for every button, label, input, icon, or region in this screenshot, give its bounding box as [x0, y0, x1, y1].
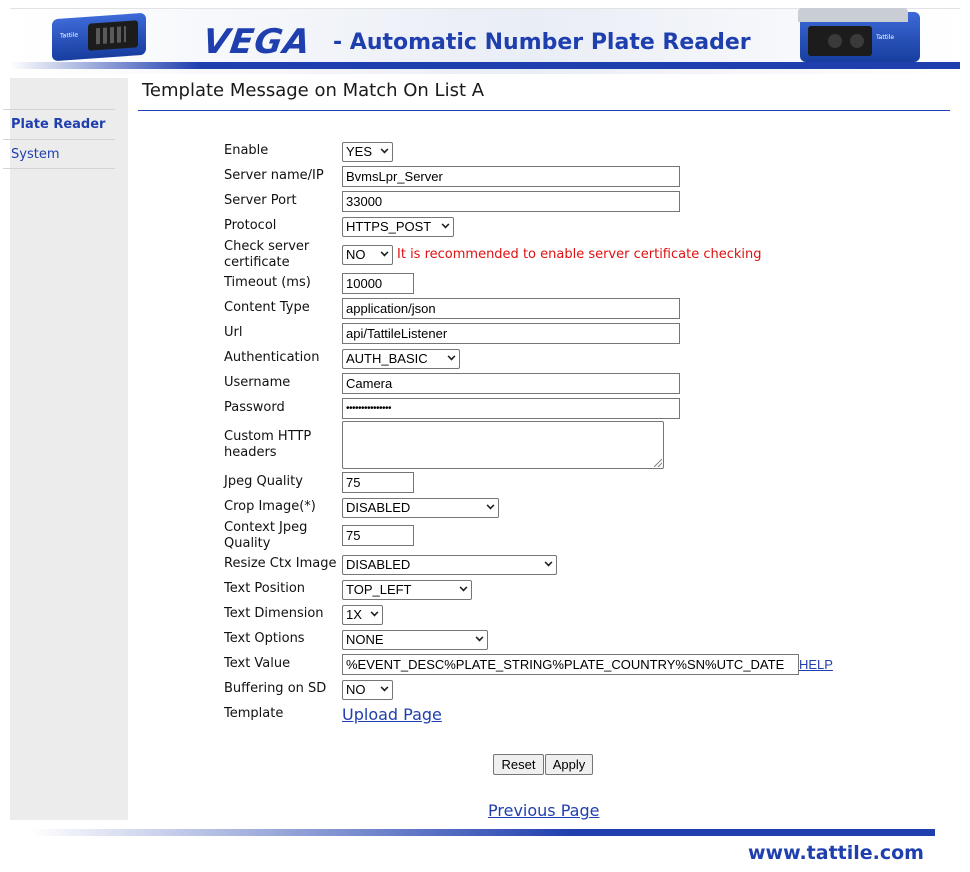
cert-warning-text: It is recommended to enable server certificate checking: [397, 247, 762, 262]
text-position-select-value: TOP_LEFT: [346, 582, 412, 597]
chevron-down-icon: [545, 559, 553, 567]
resize-ctx-select[interactable]: [342, 555, 557, 575]
buffering-select-value: NO: [346, 682, 366, 697]
text-position-label: Text Position: [224, 581, 306, 596]
enable-select-value: YES: [346, 144, 373, 159]
text-dimension-label: Text Dimension: [224, 606, 324, 621]
jpeg-quality-input[interactable]: 75: [342, 472, 414, 493]
server-name-label: Server name/IP: [224, 168, 324, 183]
camera-badge-left: Tattile: [60, 31, 79, 40]
title-divider: [138, 110, 950, 111]
sidebar-item-plate-reader[interactable]: Plate Reader: [3, 109, 115, 139]
enable-select[interactable]: [342, 142, 393, 162]
context-jpeg-input[interactable]: 75: [342, 525, 414, 546]
enable-label: Enable: [224, 143, 269, 158]
camera-image-right: [800, 12, 920, 62]
custom-headers-label-line2: headers: [224, 445, 277, 460]
sidebar: [10, 78, 128, 820]
text-options-label: Text Options: [224, 631, 305, 646]
sidebar-item-system[interactable]: System: [3, 139, 115, 169]
chevron-down-icon: [460, 584, 468, 592]
password-input[interactable]: •••••••••••••••: [342, 398, 680, 419]
footer-accent-bar: [30, 829, 935, 836]
jpeg-quality-label: Jpeg Quality: [224, 474, 303, 489]
footer-website: www.tattile.com: [748, 842, 924, 864]
timeout-input[interactable]: 10000: [342, 273, 414, 294]
vega-logo: VEGA: [200, 22, 314, 62]
help-link[interactable]: HELP: [799, 657, 833, 672]
protocol-select-value: HTTPS_POST: [346, 219, 432, 234]
chevron-down-icon: [381, 146, 389, 154]
url-input[interactable]: api/TattileListener: [342, 323, 680, 344]
text-position-select[interactable]: [342, 580, 472, 600]
check-cert-select[interactable]: [342, 245, 393, 265]
upload-page-link[interactable]: Upload Page: [342, 705, 442, 724]
authentication-select[interactable]: [342, 349, 460, 369]
buffering-select[interactable]: [342, 680, 393, 700]
text-dimension-select-value: 1X: [346, 607, 362, 622]
header-tagline: - Automatic Number Plate Reader: [333, 30, 751, 55]
check-cert-label-line1: Check server: [224, 239, 310, 254]
url-label: Url: [224, 325, 243, 340]
password-label: Password: [224, 400, 285, 415]
crop-image-select-value: DISABLED: [346, 500, 411, 515]
server-port-label: Server Port: [224, 193, 297, 208]
text-dimension-select[interactable]: [342, 605, 383, 625]
authentication-label: Authentication: [224, 350, 320, 365]
text-options-select[interactable]: [342, 630, 488, 650]
text-value-label: Text Value: [224, 656, 291, 671]
camera-image-left: [52, 13, 146, 62]
custom-headers-label-line1: Custom HTTP: [224, 429, 312, 444]
buffering-label: Buffering on SD: [224, 681, 327, 696]
previous-page-link[interactable]: Previous Page: [488, 801, 600, 820]
header-accent-bar: [10, 62, 960, 69]
template-label: Template: [224, 706, 284, 721]
username-label: Username: [224, 375, 291, 390]
chevron-down-icon: [442, 221, 450, 229]
crop-image-label: Crop Image(*): [224, 499, 316, 514]
protocol-label: Protocol: [224, 218, 277, 233]
chevron-down-icon: [381, 684, 389, 692]
authentication-select-value: AUTH_BASIC: [346, 351, 428, 366]
check-cert-select-value: NO: [346, 247, 366, 262]
text-value-input[interactable]: %EVENT_DESC%PLATE_STRING%PLATE_COUNTRY%SN%UTC_DATE: [342, 654, 799, 675]
content-type-label: Content Type: [224, 300, 310, 315]
resize-grip-icon[interactable]: [654, 459, 662, 467]
page-title: Template Message on Match On List A: [142, 80, 485, 101]
check-cert-label-line2: certificate: [224, 255, 290, 270]
chevron-down-icon: [371, 609, 379, 617]
reset-button[interactable]: Reset: [493, 754, 544, 775]
context-jpeg-label-line1: Context Jpeg: [224, 520, 308, 535]
custom-headers-textarea[interactable]: [342, 421, 664, 469]
chevron-down-icon: [476, 634, 484, 642]
username-input[interactable]: Camera: [342, 373, 680, 394]
crop-image-select[interactable]: [342, 498, 499, 518]
apply-button[interactable]: Apply: [545, 754, 593, 775]
camera-badge-right: Tattile: [876, 34, 895, 41]
chevron-down-icon: [487, 502, 495, 510]
timeout-label: Timeout (ms): [224, 275, 311, 290]
server-port-input[interactable]: 33000: [342, 191, 680, 212]
protocol-select[interactable]: [342, 217, 454, 237]
server-name-input[interactable]: BvmsLpr_Server: [342, 166, 680, 187]
content-type-input[interactable]: application/json: [342, 298, 680, 319]
context-jpeg-label-line2: Quality: [224, 536, 271, 551]
resize-ctx-label: Resize Ctx Image: [224, 556, 337, 571]
chevron-down-icon: [381, 249, 389, 257]
chevron-down-icon: [448, 353, 456, 361]
text-options-select-value: NONE: [346, 632, 384, 647]
resize-ctx-select-value: DISABLED: [346, 557, 411, 572]
